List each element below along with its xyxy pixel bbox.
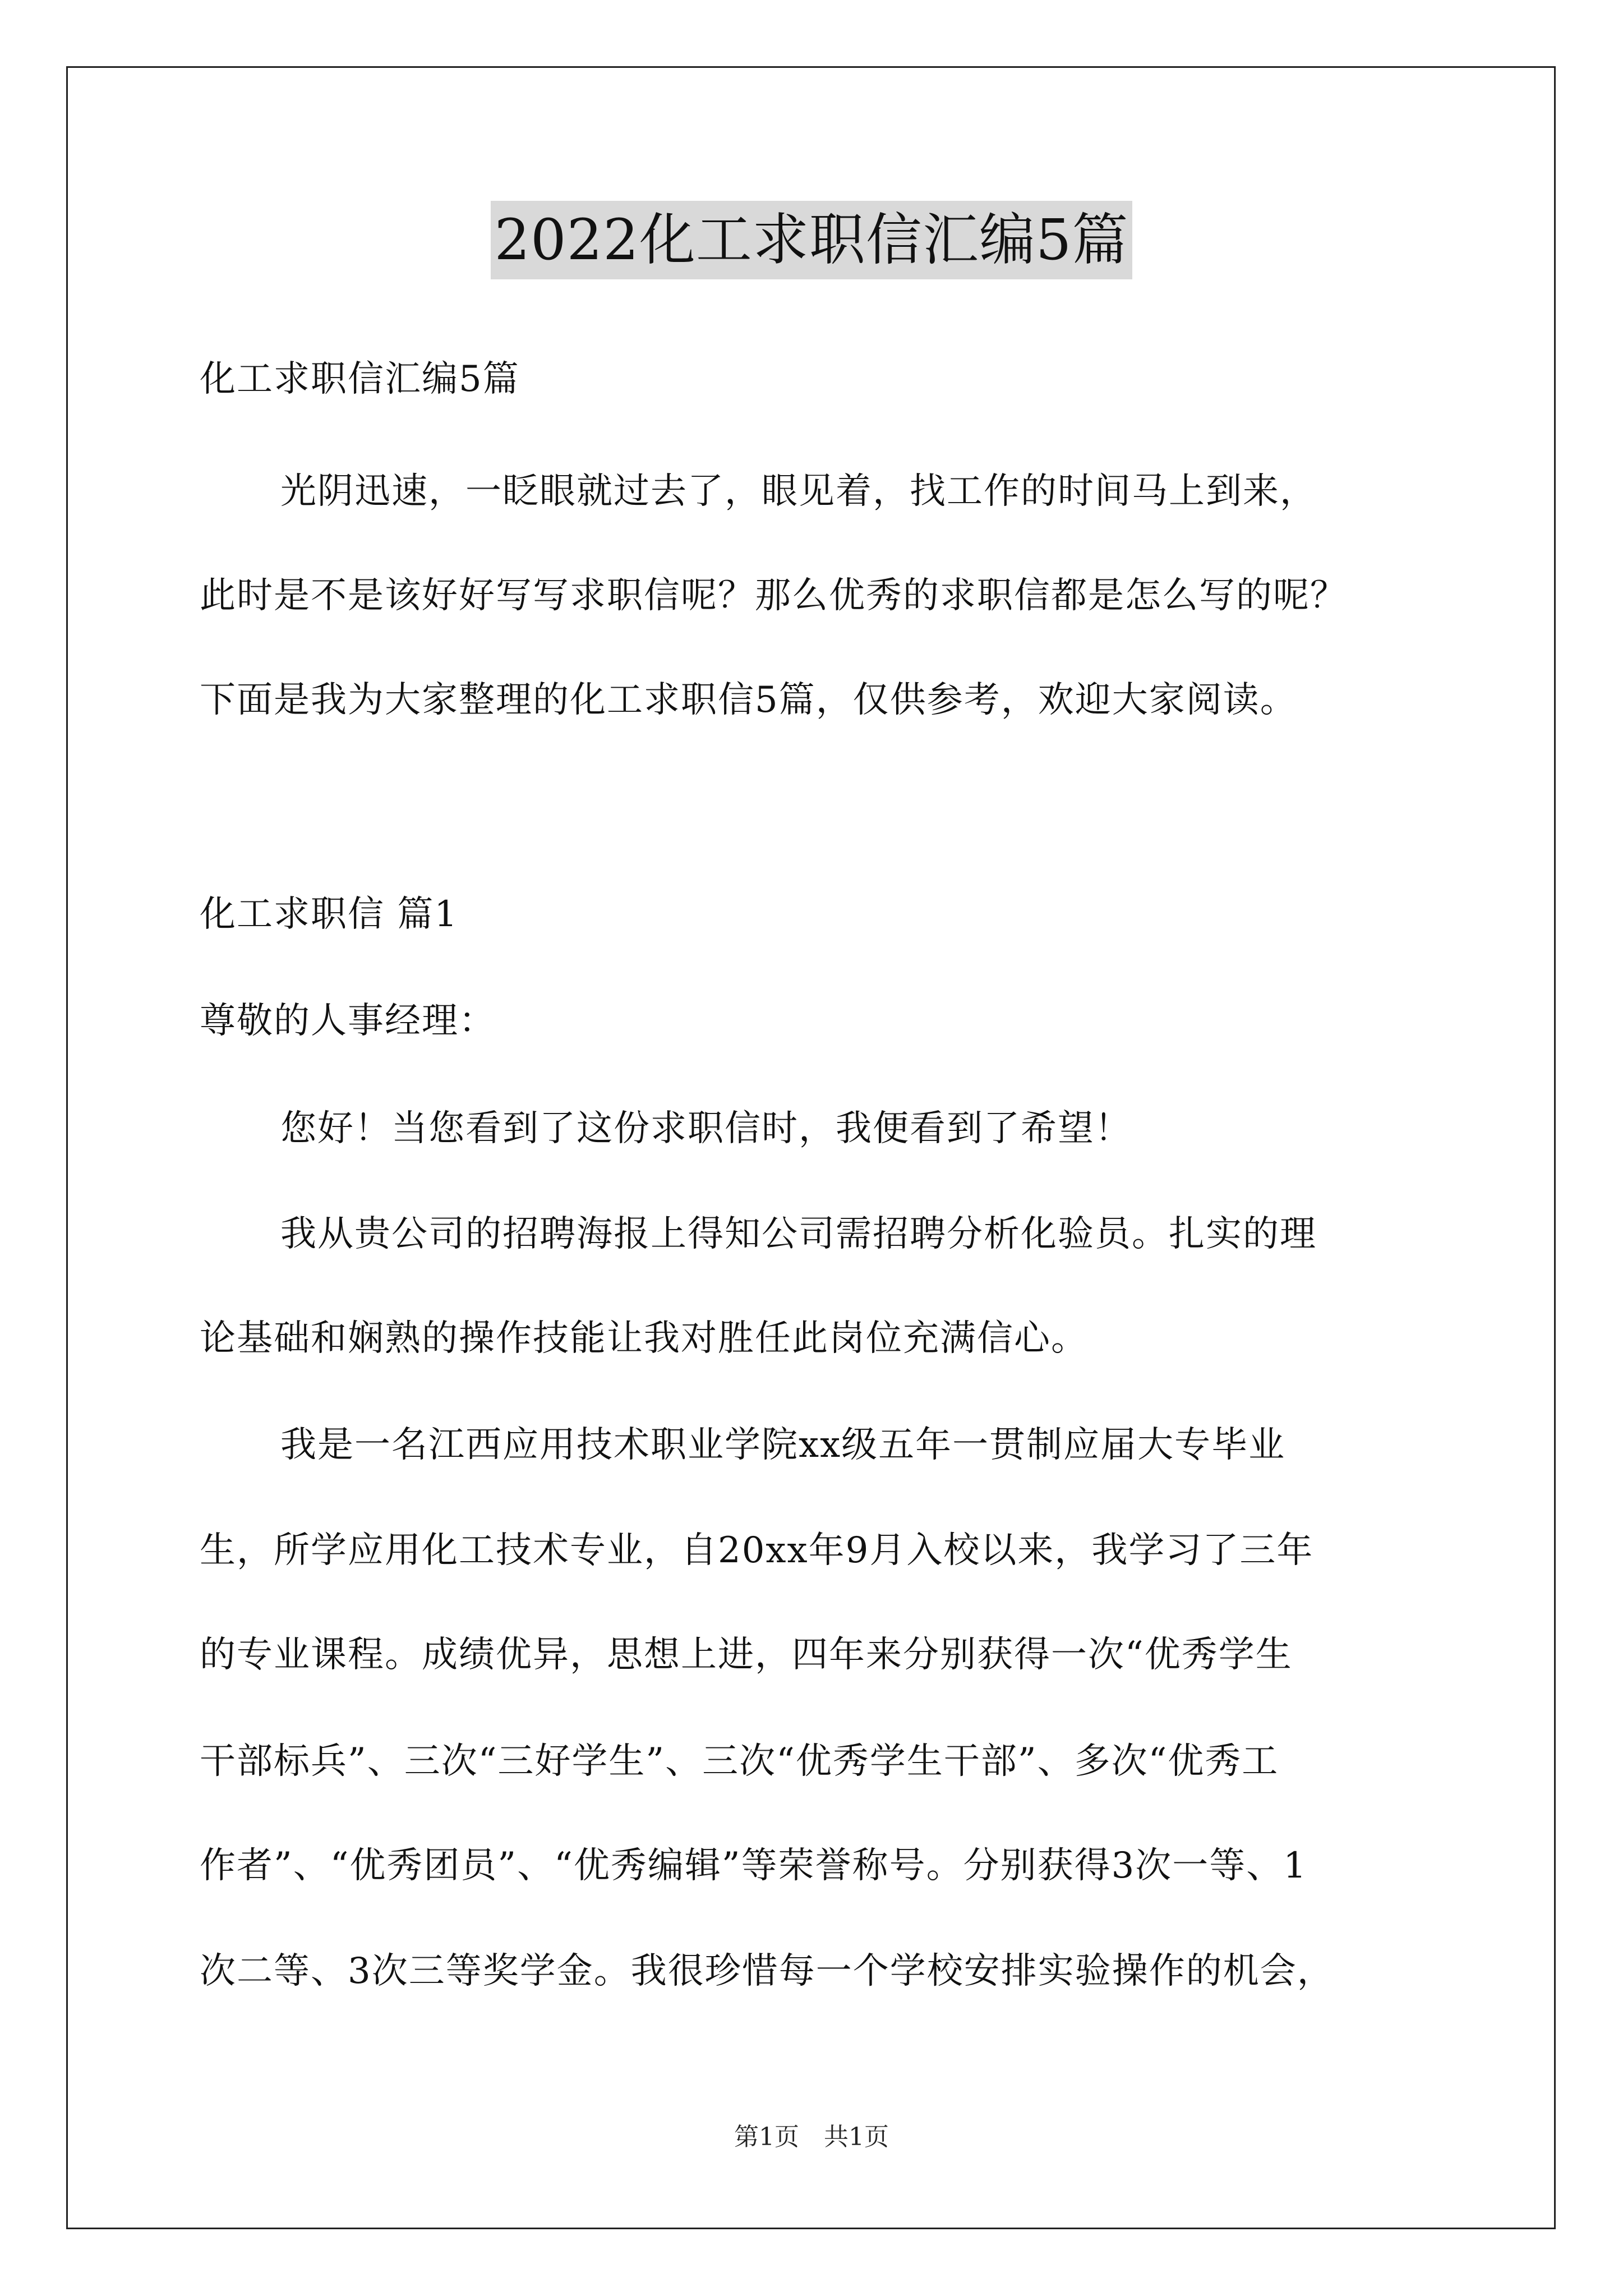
document-title: 2022化工求职信汇编5篇 (491, 201, 1132, 279)
paragraph-line: 下面是我为大家整理的化工求职信5篇，仅供参考，欢迎大家阅读。 (200, 679, 1297, 721)
section-heading: 化工求职信 篇1 (200, 894, 459, 935)
document-subtitle: 化工求职信汇编5篇 (200, 358, 520, 400)
paragraph-line: 我从贵公司的招聘海报上得知公司需招聘分析化验员。扎实的理 (280, 1213, 1317, 1255)
paragraph-line: 光阴迅速，一眨眼就过去了，眼见着，找工作的时间马上到来， (280, 471, 1317, 512)
paragraph-line: 论基础和娴熟的操作技能让我对胜任此岗位充满信心。 (200, 1318, 1088, 1359)
title-container (0, 201, 1623, 279)
paragraph-line: 次二等、3次三等奖学金。我很珍惜每一个学校安排实验操作的机会， (200, 1950, 1334, 1992)
paragraph-line: 您好！当您看到了这份求职信时，我便看到了希望！ (280, 1108, 1132, 1149)
paragraph-line: 干部标兵”、三次“三好学生”、三次“优秀学生干部”、多次“优秀工 (200, 1741, 1279, 1782)
salutation: 尊敬的人事经理： (200, 1000, 496, 1042)
paragraph-line: 的专业课程。成绩优异，思想上进，四年来分别获得一次“优秀学生 (200, 1634, 1293, 1676)
paragraph-line: 我是一名江西应用技术职业学院xx级五年一贯制应届大专毕业 (280, 1424, 1286, 1466)
page-footer: 第1页 共1页 (734, 2123, 889, 2151)
paragraph-line: 作者”、“优秀团员”、“优秀编辑”等荣誉称号。分别获得3次一等、1 (200, 1845, 1308, 1887)
paragraph-line: 生，所学应用化工技术专业，自20xx年9月入校以来，我学习了三年 (200, 1530, 1314, 1571)
paragraph-line: 此时是不是该好好写写求职信呢？那么优秀的求职信都是怎么写的呢？ (200, 575, 1347, 616)
